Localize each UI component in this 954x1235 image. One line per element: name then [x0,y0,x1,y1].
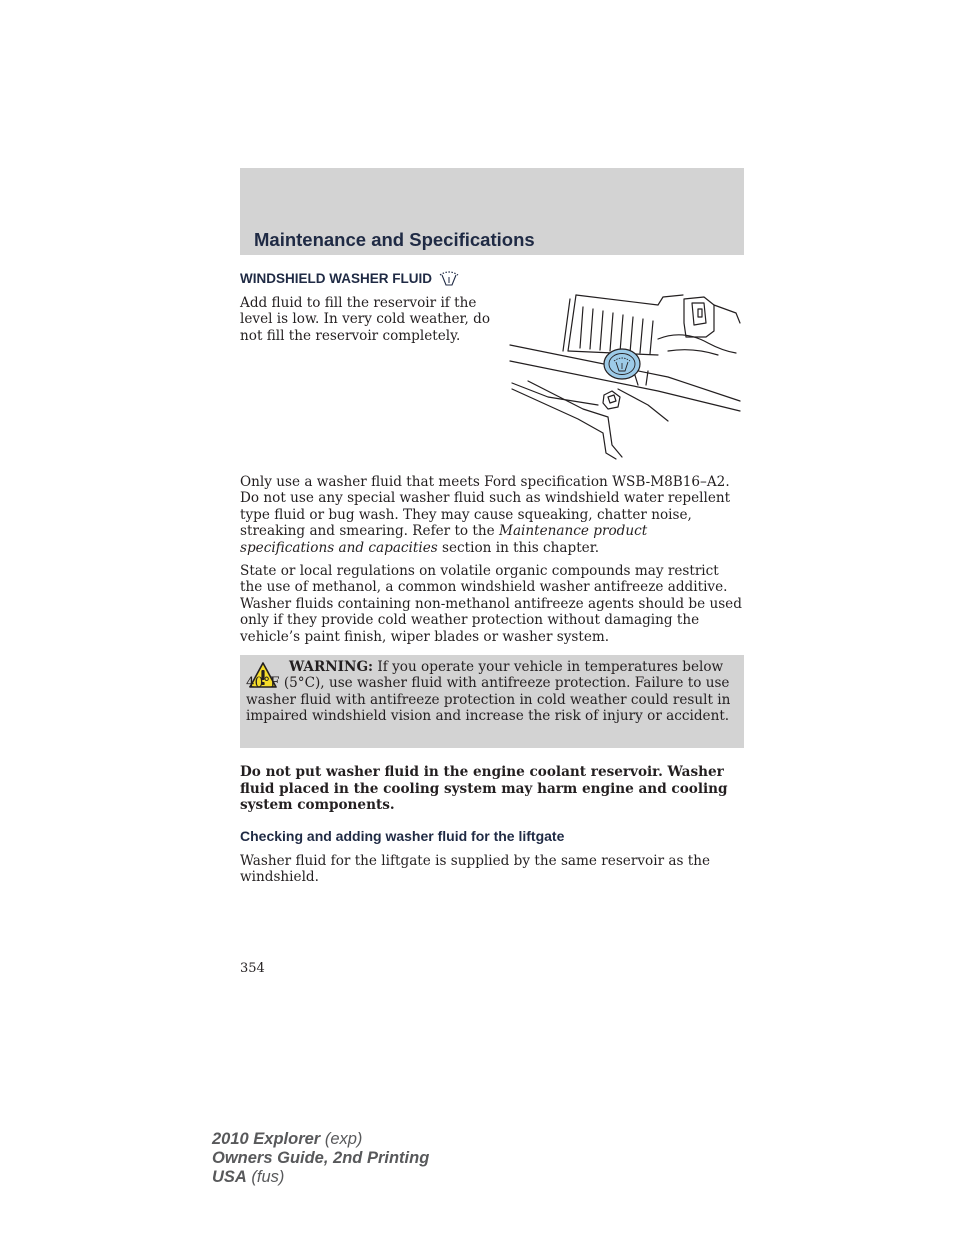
footer-model: 2010 Explorer [212,1130,321,1148]
washer-fluid-icon [438,270,460,286]
section-header-band [240,168,744,255]
page-title: Maintenance and Specifications [254,229,535,250]
warning-body: If you operate your vehicle in temperatures below 40°F (5°C), use washer fluid with antifreeze protection. Failure to use washer fluid with antifreeze protection in cold weather could result in impaired windshield vision and increase the risk of injury or accident. [246,659,731,725]
document-footer [212,1130,429,1187]
warning-text [246,659,734,725]
spec-text-after: section in this chapter. [437,539,600,556]
liftgate-subheading: Checking and adding washer fluid for the liftgate [240,828,565,844]
liftgate-paragraph: Washer fluid for the liftgate is supplied by the same reservoir as the windshield. [240,853,711,886]
spec-reference-italic: Maintenance product specifications and capacities [240,523,648,556]
footer-line-model [212,1130,429,1149]
footer-market-code: (fus) [246,1168,285,1186]
coolant-caution-note: Do not put washer fluid in the engine coolant reservoir. Washer fluid placed in the cooling system may harm engine and cooling system components. [240,764,728,814]
footer-line-market [212,1168,429,1187]
warning-box [240,655,744,748]
footer-guide-edition: Owners Guide, 2nd Printing [212,1149,430,1167]
washer-fluid-specification-paragraph [240,474,744,556]
section-heading-text: WINDSHIELD WASHER FLUID [240,270,432,286]
footer-model-code: (exp) [320,1130,363,1148]
washer-fluid-reservoir-illustration [508,293,744,463]
intro-paragraph: Add fluid to fill the reservoir if the level is low. In very cold weather, do not fill the reservoir completely. [240,295,491,344]
spec-text-before: Only use a washer fluid that meets Ford specification WSB-M8B16–A2. Do not use any special washer fluid such as windshield water repellent type fluid or bug wash. They may cause squeaking, chatter noise, streaking and smearing. Refer to the [240,474,731,540]
section-heading [240,270,460,286]
regulations-paragraph: State or local regulations on volatile organic compounds may restrict the use of methanol, a common windshield washer antifreeze additive. Washer fluids containing non-methanol antifreeze agents should be used only if they provide cold weather protection without damaging the vehicle’s paint finish, wiper blades or washer system. [240,563,742,645]
warning-label: WARNING: [289,659,374,675]
footer-market: USA [212,1168,247,1186]
page-number: 354 [240,961,265,976]
